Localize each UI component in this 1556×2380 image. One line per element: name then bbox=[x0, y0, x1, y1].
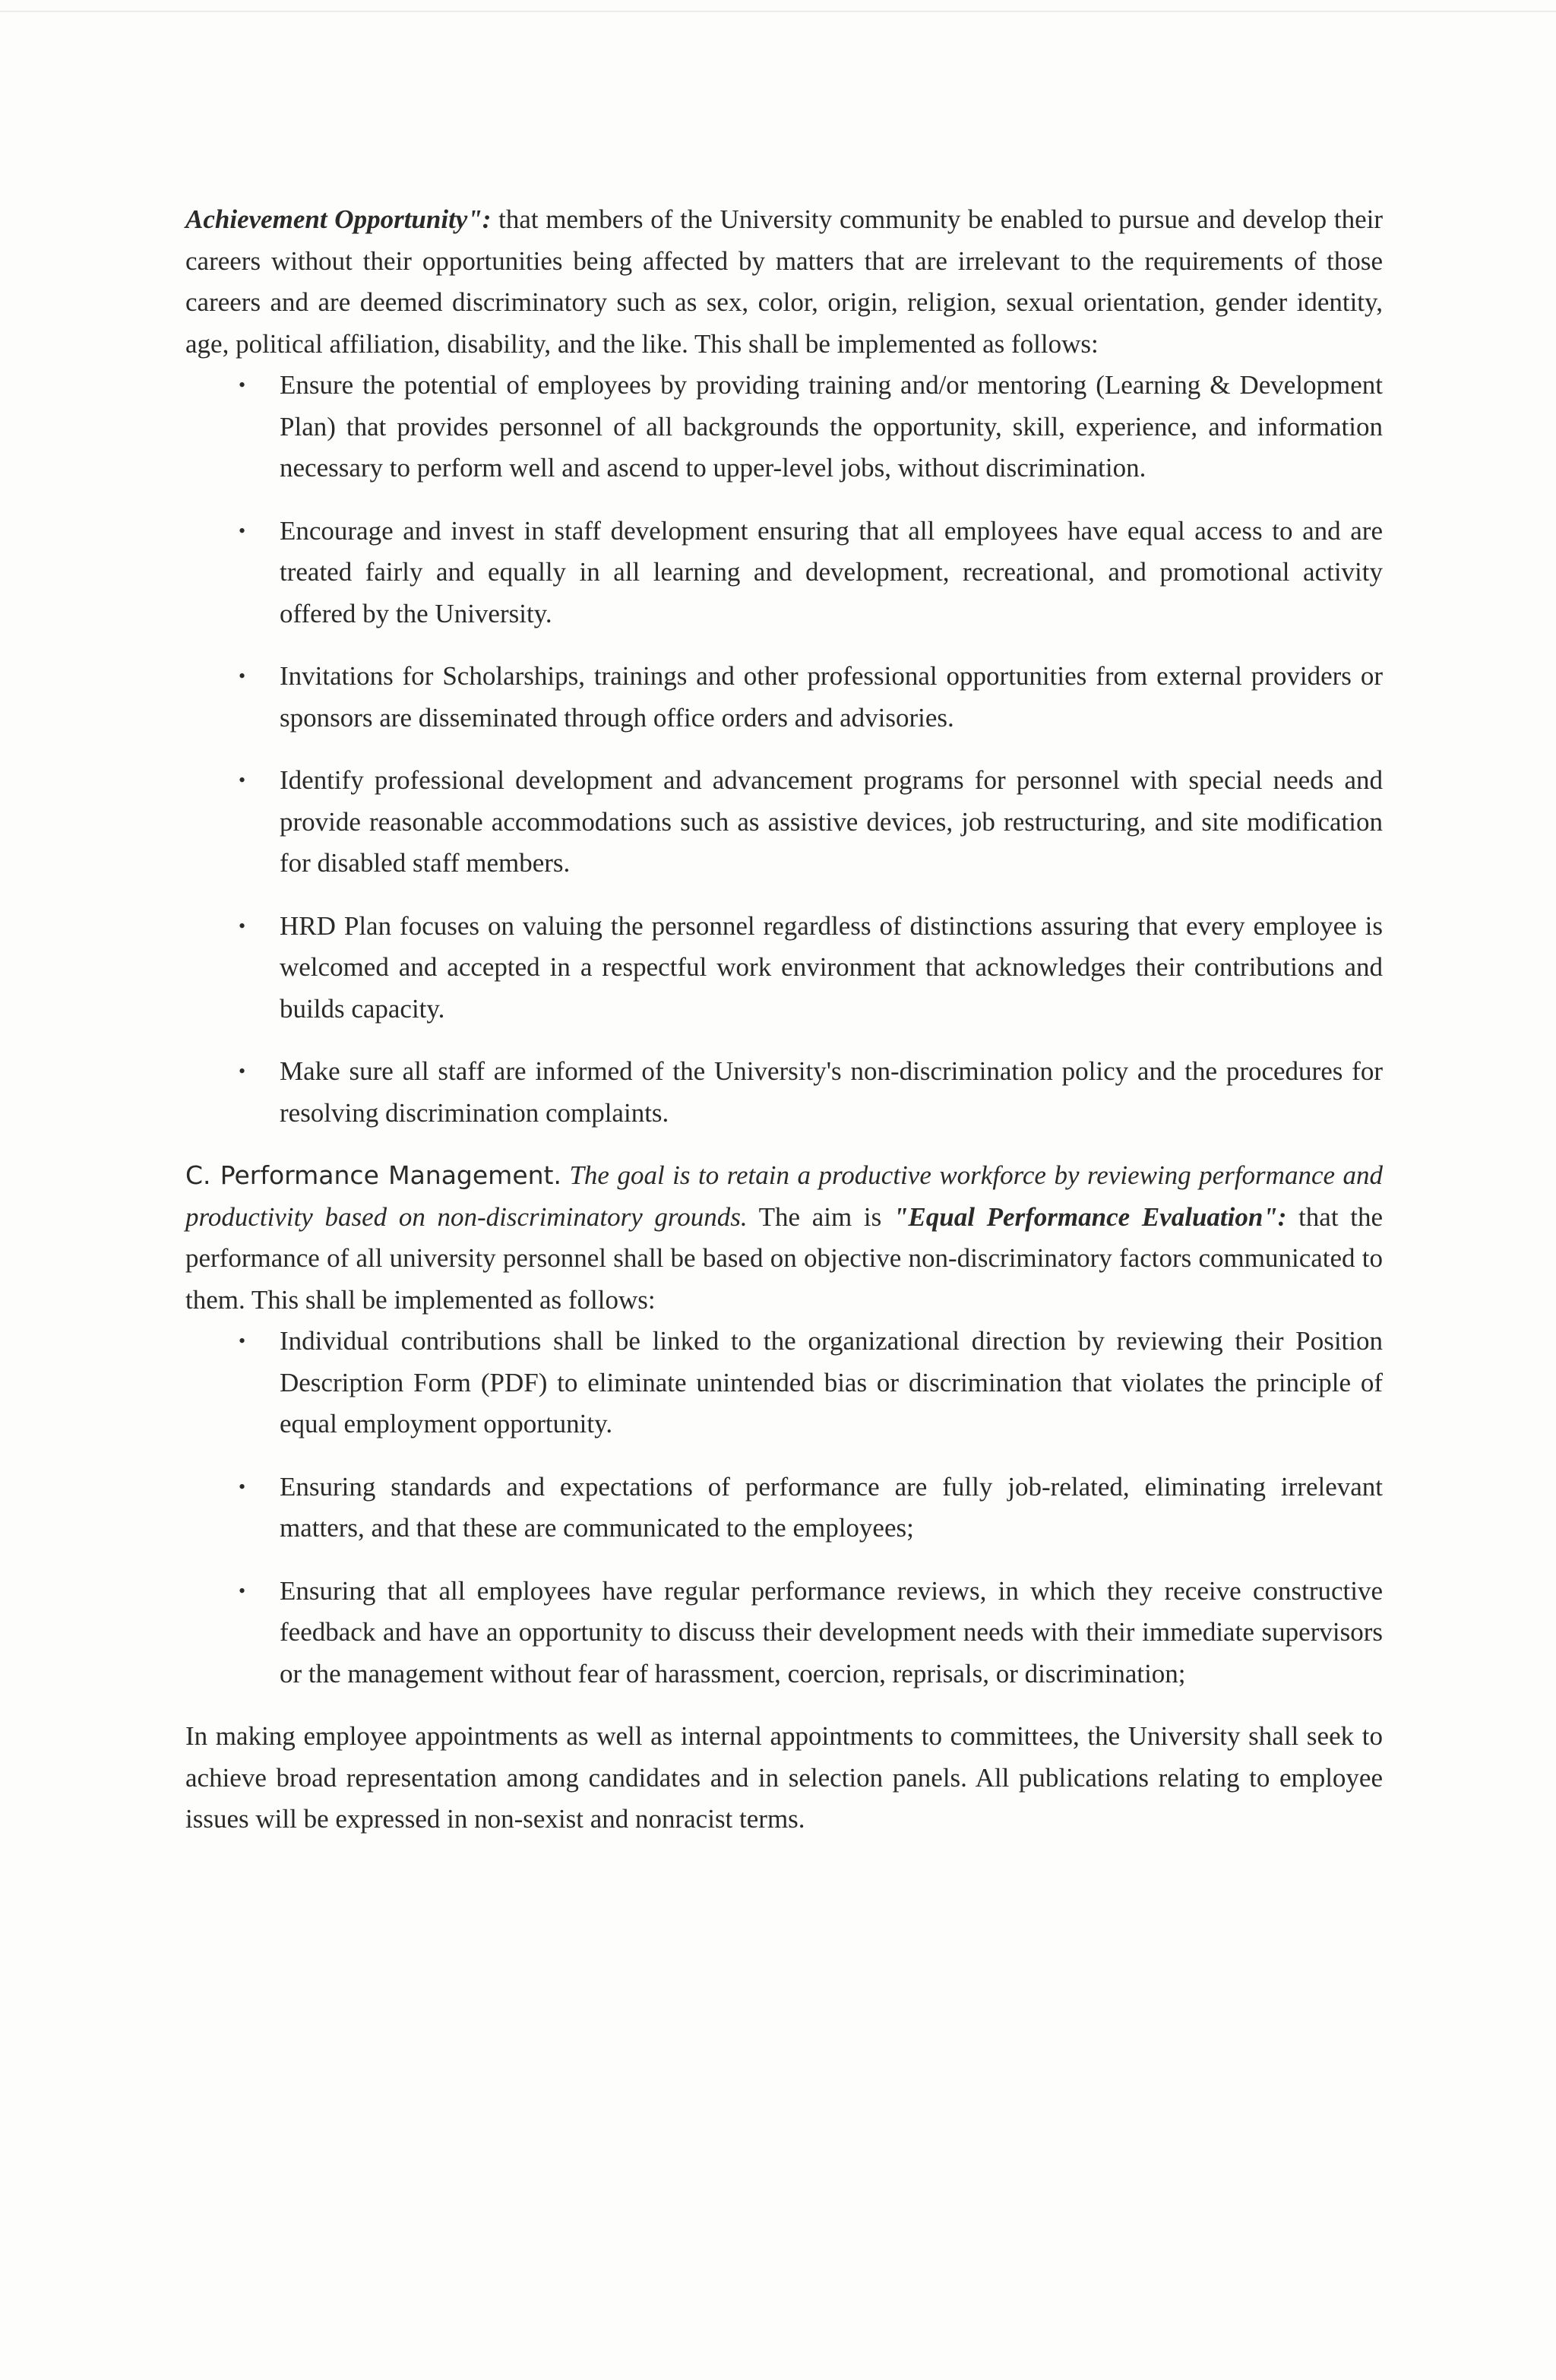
list-item bbox=[185, 906, 1383, 1030]
bullet-icon: • bbox=[239, 1060, 246, 1082]
list-item bbox=[185, 1467, 1383, 1549]
list-item bbox=[185, 365, 1383, 489]
list-item-text: Individual contributions shall be linked to the organizational direction by reviewing their Position Description Form (PDF) to eliminate unintended bias or discrimination that violates the principle of equal employment opportunity. bbox=[280, 1326, 1383, 1438]
bullet-icon: • bbox=[239, 519, 246, 542]
list-item-text: Ensure the potential of employees by providing training and/or mentoring (Learning & Development Plan) that provides personnel of all backgrounds the opportunity, skill, experience, and information necessary to perform well and ascend to upper-level jobs, without discrimination. bbox=[280, 370, 1383, 483]
bullet-icon: • bbox=[239, 1579, 246, 1602]
section-c-aim-term: "Equal Performance Evaluation": bbox=[893, 1201, 1287, 1232]
section-c-aim-prefix: The aim is bbox=[747, 1201, 893, 1232]
bullet-icon: • bbox=[239, 665, 246, 687]
bullet-icon: • bbox=[239, 914, 246, 937]
scan-edge-rule bbox=[0, 11, 1556, 12]
list-item-text: HRD Plan focuses on valuing the personnel regardless of distinctions assuring that every employee is welcomed and accepted in a respectful work environment that acknowledges their contributions and builds capacity. bbox=[280, 910, 1383, 1024]
achievement-measures-list bbox=[185, 365, 1383, 1134]
bullet-icon: • bbox=[239, 769, 246, 791]
section-c-heading: C. Performance Management. bbox=[185, 1160, 561, 1190]
bullet-icon: • bbox=[239, 1475, 246, 1498]
bullet-icon: • bbox=[239, 374, 246, 396]
list-item bbox=[185, 511, 1383, 635]
performance-management-paragraph bbox=[185, 1155, 1383, 1321]
performance-measures-list bbox=[185, 1321, 1383, 1695]
list-item-text: Ensuring that all employees have regular performance reviews, in which they receive constructive feedback and have an opportunity to discuss their development needs with their immediate supervisors or the management without fear of harassment, coercion, reprisals, or discrimination; bbox=[280, 1575, 1383, 1688]
bullet-icon: • bbox=[239, 1330, 246, 1352]
list-item-text: Make sure all staff are informed of the University's non-discrimination policy and the procedures for resolving discrimination complaints. bbox=[280, 1056, 1383, 1128]
list-item-text: Encourage and invest in staff development ensuring that all employees have equal access to and are treated fairly and equally in all learning and development, recreational, and promotional activity offered by the University. bbox=[280, 515, 1383, 628]
list-item bbox=[185, 760, 1383, 885]
intro-paragraph bbox=[185, 199, 1383, 365]
list-item-text: Invitations for Scholarships, trainings and other professional opportunities from external providers or sponsors are disseminated through office orders and advisories. bbox=[280, 661, 1383, 733]
list-item bbox=[185, 1571, 1383, 1695]
section-c-aim-text: that the performance of all university personnel shall be based on objective non-discriminatory factors communicated to them. This shall be implemented as follows: bbox=[185, 1201, 1383, 1315]
section-c-goal: The goal is to retain a productive workforce by reviewing performance and productivity based on non-discriminatory grounds. bbox=[185, 1160, 1383, 1232]
closing-paragraph: In making employee appointments as well as internal appointments to committees, the University shall seek to achieve broad representation among candidates and in selection panels. All publications relating to employee issues will be expressed in non-sexist and nonracist terms. bbox=[185, 1721, 1383, 1834]
list-item bbox=[185, 656, 1383, 739]
page-content bbox=[185, 199, 1383, 1840]
list-item bbox=[185, 1321, 1383, 1445]
list-item bbox=[185, 1051, 1383, 1134]
intro-text: that members of the University community be enabled to pursue and develop their careers without their opportunities being affected by matters that are irrelevant to the requirements of those careers and are deemed discriminatory such as sex, color, origin, religion, sexual orientation, gender identity, age, political affiliation, disability, and the like. This shall be implemented as follows: bbox=[185, 204, 1383, 359]
list-item-text: Ensuring standards and expectations of performance are fully job-related, eliminating irrelevant matters, and that these are communicated to the employees; bbox=[280, 1471, 1383, 1543]
list-item-text: Identify professional development and advancement programs for personnel with special needs and provide reasonable accommodations such as assistive devices, job restructuring, and site modification for disabled staff members. bbox=[280, 765, 1383, 878]
intro-lead-term: Achievement Opportunity": bbox=[185, 204, 492, 234]
